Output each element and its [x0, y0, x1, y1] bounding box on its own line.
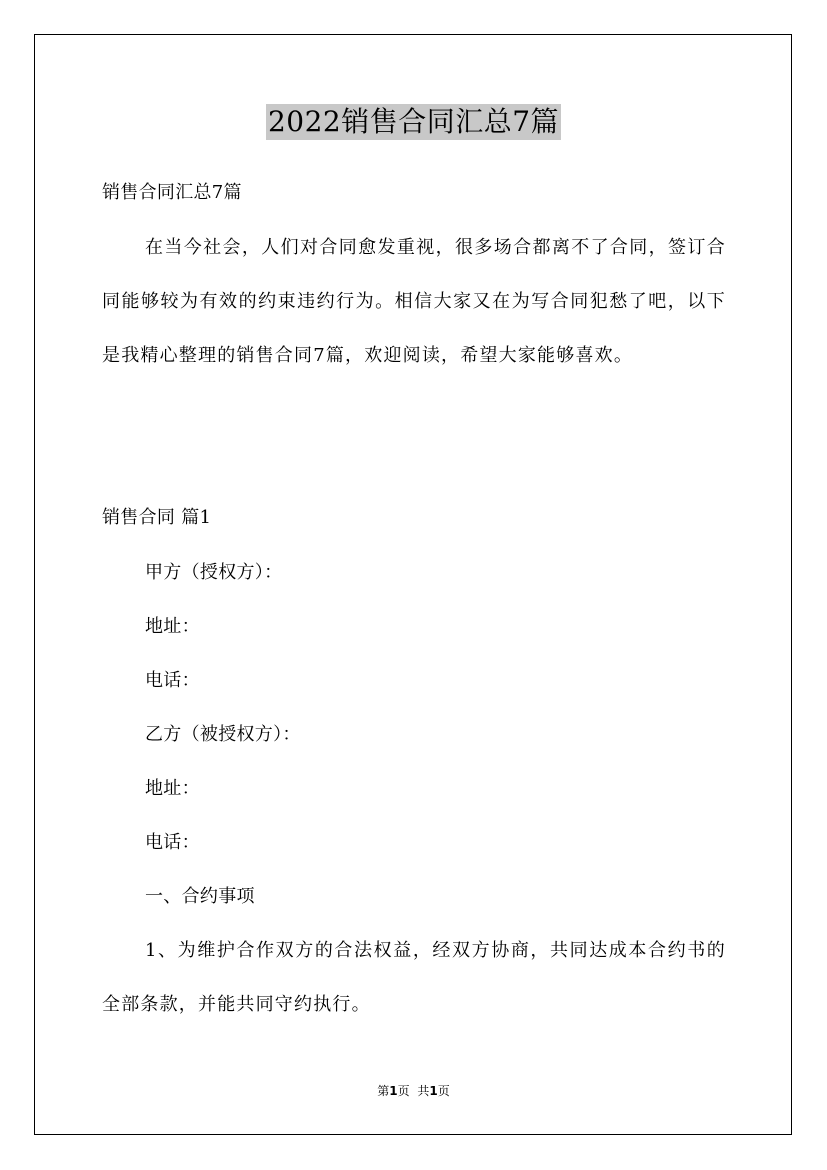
- footer-page-prefix: 第: [377, 1084, 390, 1098]
- clause-heading: 一、合约事项: [145, 886, 255, 907]
- section-heading: 销售合同 篇1: [102, 507, 212, 528]
- party-b-address-label: 地址：: [145, 778, 200, 799]
- party-a-label: 甲方（授权方）：: [145, 562, 283, 583]
- footer-total-unit: 页: [437, 1084, 450, 1098]
- footer-page-number: 1: [389, 1084, 398, 1098]
- clause-1-paragraph: 1、为维护合作双方的合法权益，经双方协商，共同达成本合约书的全部条款，并能共同守约执行。: [102, 940, 726, 1015]
- footer-total-prefix: 共: [417, 1084, 430, 1098]
- document-subtitle: 销售合同汇总7篇: [102, 182, 242, 203]
- intro-paragraph: 在当今社会，人们对合同愈发重视，很多场合都离不了合同，签订合同能够较为有效的约束违约行为。相信大家又在为写合同犯愁了吧，以下是我精心整理的销售合同7篇，欢迎阅读，希望大家能够喜欢。: [102, 237, 726, 366]
- party-b-label: 乙方（被授权方）：: [145, 724, 301, 745]
- title-container: [0, 104, 827, 140]
- party-a-phone-label: 电话：: [145, 670, 200, 691]
- page-footer: [0, 1083, 827, 1099]
- party-a-address-label: 地址：: [145, 616, 200, 637]
- footer-page-unit: 页: [397, 1084, 410, 1098]
- footer-total-number: 1: [429, 1084, 438, 1098]
- party-b-phone-label: 电话：: [145, 832, 200, 853]
- document-title: 2022销售合同汇总7篇: [267, 105, 560, 138]
